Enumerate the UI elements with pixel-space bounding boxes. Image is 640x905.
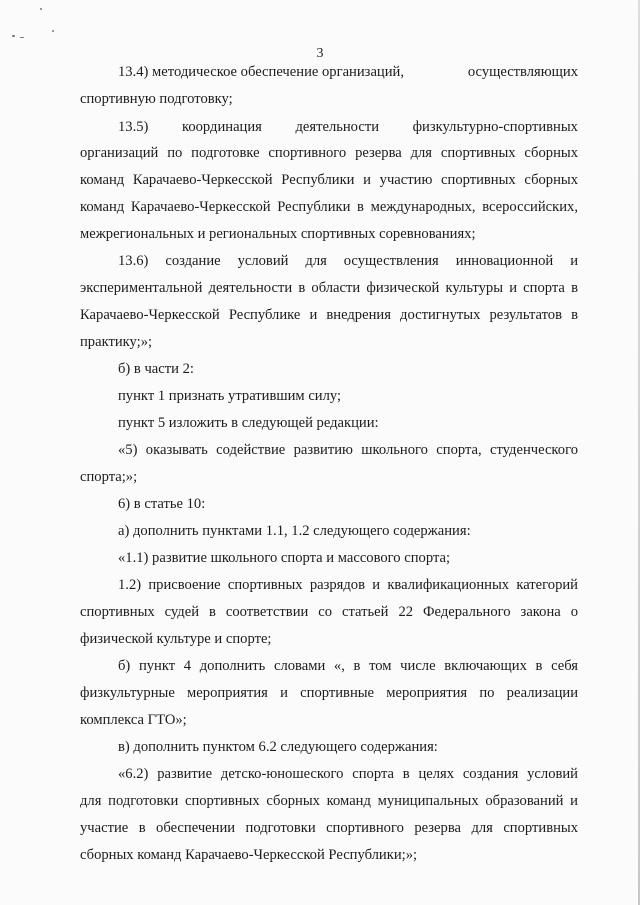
text-line: участие в обеспечении подготовки спортивного резерва для спортивных xyxy=(80,820,578,836)
text-line: б) пункт 4 дополнить словами «, в том числе включающих в себя xyxy=(118,658,578,674)
text-fragment: физкультурно-спортивных xyxy=(412,119,578,135)
text-line xyxy=(118,64,578,81)
text-line: «5) оказывать содействие развитию школьного спорта, студенческого xyxy=(118,442,578,458)
text-line: организаций по подготовке спортивного резерва для спортивных сборных xyxy=(80,145,578,161)
text-line: практику;»; xyxy=(80,334,153,350)
scan-speck xyxy=(52,30,54,32)
text-line: спортивных судей в соответствии со статьей 22 Федерального закона о xyxy=(80,604,578,620)
text-line: пункт 1 признать утратившим силу; xyxy=(118,388,342,404)
text-line: команд Карачаево-Черкесской Республики в международных, всероссийских, xyxy=(80,199,578,215)
text-line: а) дополнить пунктами 1.1, 1.2 следующего содержания: xyxy=(118,523,471,539)
text-fragment: деятельности xyxy=(295,119,380,135)
text-fragment: координация xyxy=(181,119,262,135)
text-line: «1.1) развитие школьного спорта и массового спорта; xyxy=(118,550,451,566)
scan-speck xyxy=(20,37,24,38)
text-fragment: 13.5) xyxy=(118,119,149,135)
text-line: комплекса ГТО»; xyxy=(80,712,187,728)
text-line: «6.2) развитие детско-юношеского спорта в целях создания условий xyxy=(118,766,578,782)
text-line: 6) в статье 10: xyxy=(118,496,206,512)
text-line: в) дополнить пунктом 6.2 следующего содержания: xyxy=(118,739,438,755)
text-line: спортивную подготовку; xyxy=(80,91,233,107)
text-line: межрегиональных и региональных спортивных соревнованиях; xyxy=(80,226,476,242)
text-line: спорта;»; xyxy=(80,469,138,485)
text-line: 13.6) создание условий для осуществления инновационной и xyxy=(118,253,578,269)
text-line: физкультурные мероприятия и спортивные мероприятия по реализации xyxy=(80,685,578,701)
text-line: команд Карачаево-Черкесской Республики и участию спортивных сборных xyxy=(80,172,578,188)
text-line: экспериментальной деятельности в области физической культуры и спорта в xyxy=(80,280,578,296)
text-fragment: осуществляющих xyxy=(467,64,578,80)
text-line: 1.2) присвоение спортивных разрядов и квалификационных категорий xyxy=(118,577,578,593)
text-fragment: 13.4) методическое обеспечение организаций, xyxy=(118,64,404,80)
text-line: б) в части 2: xyxy=(118,361,194,377)
scan-speck xyxy=(40,8,42,10)
text-line: для подготовки спортивных сборных команд муниципальных образований и xyxy=(80,793,578,809)
scan-speck xyxy=(12,35,15,37)
text-line: Карачаево-Черкесской Республике и внедрения достигнутых результатов в xyxy=(80,307,578,323)
text-line xyxy=(118,119,578,136)
text-line: сборных команд Карачаево-Черкесской Республики;»; xyxy=(80,847,418,863)
text-line: пункт 5 изложить в следующей редакции: xyxy=(118,415,379,431)
page-number: 3 xyxy=(316,46,324,61)
text-line: физической культуре и спорте; xyxy=(80,631,272,647)
